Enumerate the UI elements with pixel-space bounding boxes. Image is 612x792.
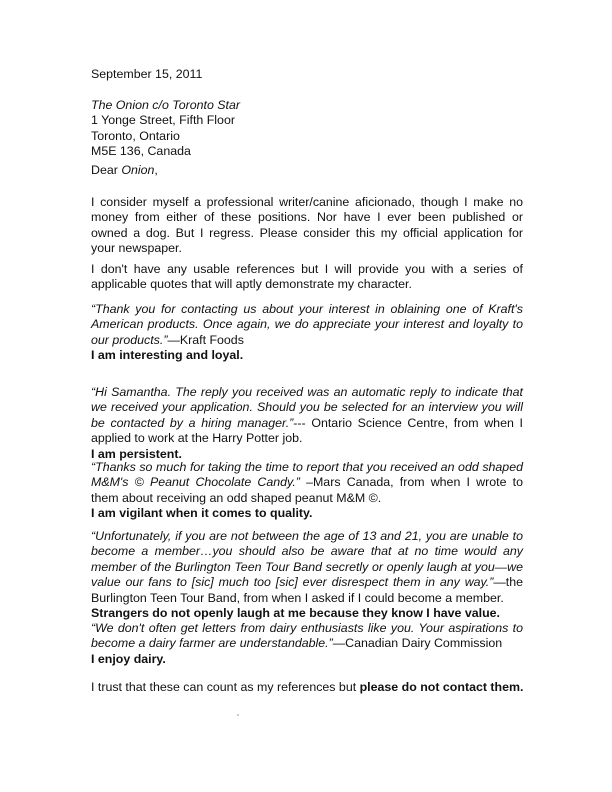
quote-comment: Strangers do not openly laugh at me because they know I have value. — [91, 606, 500, 621]
closing-paragraph — [91, 680, 523, 695]
quote-text: “We don't often get letters from dairy enthusiasts like you. Your aspirations to become a dairy farmer are understandable.” — [91, 621, 523, 651]
quote-comment: I am vigilant when it comes to quality. — [91, 506, 313, 521]
quote-source: —the Burlington Teen Tour Band, from when I asked if I could become a member. — [91, 575, 523, 605]
quote-source: —Canadian Dairy Commission — [332, 636, 503, 651]
salutation-suffix: , — [154, 163, 158, 177]
quote-comment: I am interesting and loyal. — [91, 348, 244, 363]
closing-emphasis: please do not contact them. — [359, 680, 524, 694]
references-intro-paragraph: I don't have any usable references but I will provide you with a series of applicable quotes that will aptly demonstrate my character. — [91, 262, 523, 292]
intro-paragraph: I consider myself a professional writer/canine aficionado, though I make no money from either of these positions. Nor have I ever been published or owned a dog. But I regress. Please consider this my official application for your newspaper. — [91, 195, 523, 256]
quote-comment: I enjoy dairy. — [91, 651, 166, 666]
address-city: Toronto, Ontario — [91, 128, 180, 143]
quote-block-teen-tour-band — [91, 529, 523, 621]
quote-comment: I am persistent. — [91, 446, 182, 461]
quote-text: “Thank you for contacting us about your interest in oblaining one of Kraft's American products. Once again, we do appreciate your interest and loyalty to our products.” — [91, 302, 523, 347]
quote-source: —Kraft Foods — [167, 332, 244, 347]
quote-text: “Unfortunately, if you are not between the age of 13 and 21, you are unable to become a member…you should also be aware that at no time would any member of the Burlington Teen Tour Band secretly or openly laugh at you—we value our fans to [sic] much too [sic] ever disrespect them in any way.” — [91, 529, 523, 590]
address-postal: M5E 136, Canada — [91, 144, 191, 159]
salutation-prefix: Dear — [91, 163, 122, 177]
salutation-name: Onion — [121, 163, 155, 177]
quote-block-science-centre — [91, 385, 523, 462]
address-recipient: The Onion c/o Toronto Star — [91, 98, 241, 112]
quote-block-kraft — [91, 302, 523, 364]
salutation — [91, 163, 523, 178]
quote-source: --- Ontario Science Centre, from when I applied to work at the Harry Potter job. — [91, 415, 523, 446]
quote-text: “Hi Samantha. The reply you received was an automatic reply to indicate that we received your application. Should you be selected for an interview you will be contacted by a hiring manager.” — [91, 385, 523, 430]
quote-block-dairy — [91, 621, 523, 667]
scan-speck — [237, 714, 239, 716]
quote-block-mars — [91, 460, 523, 522]
closing-text: I trust that these can count as my references but — [91, 680, 360, 694]
quote-text: “Thanks so much for taking the time to report that you received an odd shaped M&M's © Peanut Chocolate Candy.” — [91, 460, 523, 490]
address-street: 1 Yonge Street, Fifth Floor — [91, 113, 235, 128]
quote-source: –Mars Canada, from when I wrote to them about receiving an odd shaped peanut M&M ©. — [91, 475, 523, 505]
recipient-address — [91, 98, 523, 160]
letter-date: September 15, 2011 — [91, 67, 203, 81]
